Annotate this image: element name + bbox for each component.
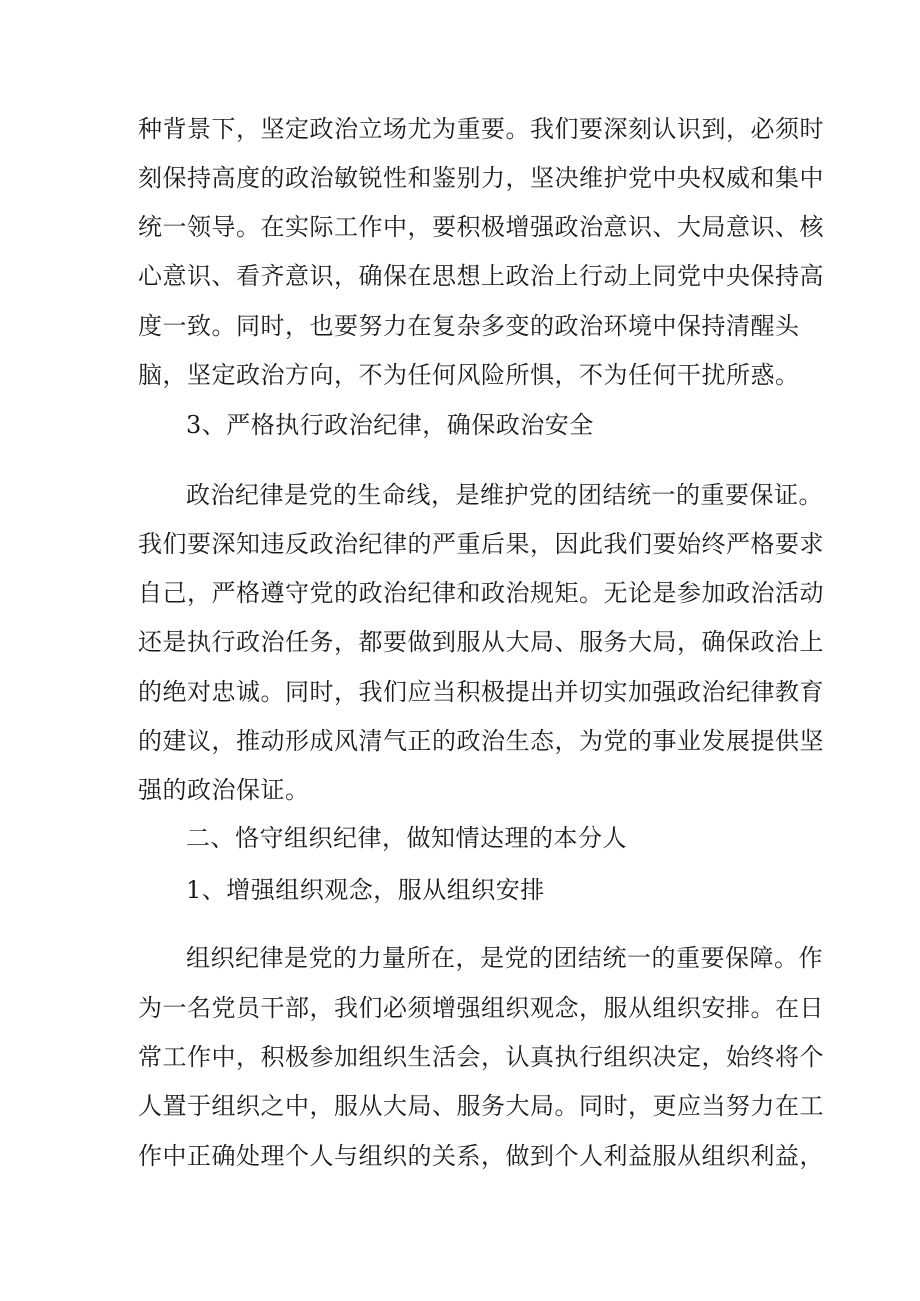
paragraph-2-line-2: 我们要深知违反政治纪律的严重后果，因此我们要始终严格要求 <box>138 530 824 558</box>
section-heading-2: 二、恪守组织纪律，做知情达理的本分人 <box>186 824 627 852</box>
paragraph-1-line-4: 心意识、看齐意识，确保在思想上政治上行动上同党中央保持高 <box>138 262 824 290</box>
paragraph-1-line-1: 种背景下，坚定政治立场尤为重要。我们要深刻认识到，必须时 <box>138 115 824 143</box>
paragraph-2-line-7: 强的政治保证。 <box>138 776 310 804</box>
paragraph-1-line-5: 度一致。同时，也要努力在复杂多变的政治环境中保持清醒头 <box>138 312 800 340</box>
paragraph-2-line-6: 的建议，推动形成风清气正的政治生态，为党的事业发展提供坚 <box>138 727 824 755</box>
paragraph-2-line-1: 政治纪律是党的生命线，是维护党的团结统一的重要保证。 <box>186 481 823 509</box>
paragraph-1-line-6: 脑，坚定政治方向，不为任何风险所惧，不为任何干扰所惑。 <box>138 361 800 389</box>
paragraph-3-line-3: 常工作中，积极参加组织生活会，认真执行组织决定，始终将个 <box>138 1043 824 1071</box>
subsection-heading-3: 3、严格执行政治纪律，确保政治安全 <box>186 411 594 439</box>
subsection-heading-1: 1、增强组织观念，服从组织安排 <box>186 876 545 904</box>
paragraph-1-line-3: 统一领导。在实际工作中，要积极增强政治意识、大局意识、核 <box>138 213 824 241</box>
paragraph-3-line-1: 组织纪律是党的力量所在，是党的团结统一的重要保障。作 <box>186 944 823 972</box>
paragraph-3-line-5: 作中正确处理个人与组织的关系，做到个人利益服从组织利益， <box>138 1142 824 1170</box>
paragraph-2-line-4: 还是执行政治任务，都要做到服从大局、服务大局，确保政治上 <box>138 628 824 656</box>
paragraph-3-line-2: 为一名党员干部，我们必须增强组织观念，服从组织安排。在日 <box>138 994 824 1022</box>
paragraph-2-line-5: 的绝对忠诚。同时，我们应当积极提出并切实加强政治纪律教育 <box>138 678 824 706</box>
paragraph-2-line-3: 自己，严格遵守党的政治纪律和政治规矩。无论是参加政治活动 <box>138 579 824 607</box>
paragraph-1-line-2: 刻保持高度的政治敏锐性和鉴别力，坚决维护党中央权威和集中 <box>138 164 824 192</box>
paragraph-3-line-4: 人置于组织之中，服从大局、服务大局。同时，更应当努力在工 <box>138 1092 824 1120</box>
